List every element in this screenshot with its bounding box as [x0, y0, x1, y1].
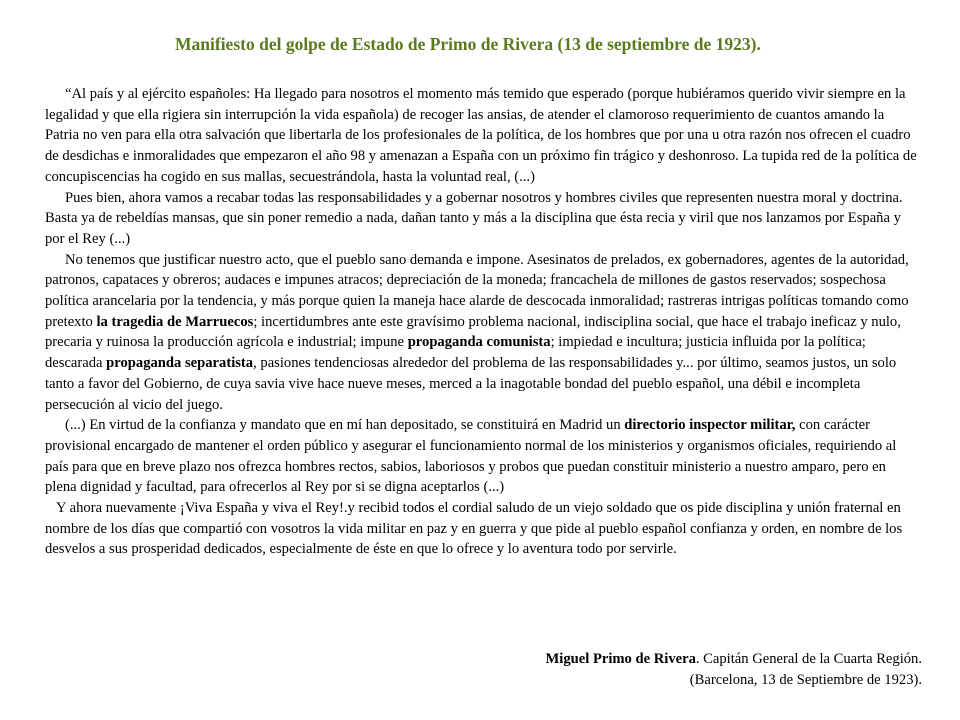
paragraph-4 — [45, 415, 920, 498]
document-title: Manifiesto del golpe de Estado de Primo de Rivera (13 de septiembre de 1923). — [175, 34, 761, 54]
signature-place-date: (Barcelona, 13 de Septiembre de 1923). — [689, 671, 922, 688]
emphasis-directorio-militar: directorio inspector militar, — [624, 417, 796, 434]
signature-line — [546, 649, 922, 670]
paragraph-3-text-d: ; impiedad e incultura; justicia influida por la política; descarada — [45, 334, 866, 372]
paragraph-4-text-c: con carácter provisional encargado de mantener el orden público y asegurar el funcionamiento normal de los ministerios y organismos oficiales, requiriendo al país para que en breve plazo nos ofrezca hombres rectos, sabios, laboriosos y probos que puedan constituir ministerio a nuestro amparo, pero en plena dignidad y facultad, para ofrecerlos al Rey por si se digna aceptarlos (...) — [45, 417, 897, 496]
emphasis-propaganda-comunista: propaganda comunista — [407, 334, 551, 351]
paragraph-2: Pues bien, ahora vamos a recabar todas las responsabilidades y a gobernar nosotros y hombres civiles que representen nuestra moral y doctrina. Basta ya de rebeldías mansas, que sin poner remedio a nada, dañan tanto y más a la disciplina que ésta recia y viril que nos lanzamos por España y por el Rey (...) — [45, 189, 903, 247]
signature-block — [546, 649, 922, 690]
paragraph-3-text-c: ; incertidumbres ante este gravísimo problema nacional, indisciplina social, que hace el trabajo ineficaz y nulo, precaria y ruinosa la producción agrícola e industrial; impune — [45, 313, 901, 351]
paragraph-3 — [45, 250, 920, 416]
signatory-name: Miguel Primo de Rivera — [545, 651, 696, 667]
paragraph-1: “Al país y al ejército españoles: Ha llegado para nosotros el momento más temido que esperado (porque hubiéramos querido vivir siempre en la legalidad y que ella rigiera sin interrupción la vida española) de recoger las ansias, de atender el clamoroso requerimiento de cuantos amando la Patria no ven para ella otra salvación que libertarla de los profesionales de la política, de los hombres que por una u otra razón nos ofrecen el cuadro de desdichas e inmoralidades que empezaron el año 98 y amenazan a España con un próximo fin trágico y deshonroso. La tupida red de la política de concupiscencias ha cogido en sus mallas, secuestrándola, hasta la voluntad real, (...) — [45, 86, 917, 185]
emphasis-propaganda-separatista: propaganda separatista — [106, 355, 254, 372]
manifesto-body — [45, 84, 920, 560]
signatory-role: . Capitán General de la Cuarta Región. — [695, 651, 922, 667]
paragraph-3-text-e: , pasiones tendenciosas alrededor del problema de las responsabilidades y... por último, seamos justos, un solo tanto a favor del Gobierno, de cuya savia vive hace nueve meses, merced a la inagotable bondad del pueblo español, una débil e incompleta persecución al vicio del juego. — [45, 355, 897, 413]
paragraph-5: Y ahora nuevamente ¡Viva España y viva el Rey!.y recibid todos el cordial saludo de un viejo soldado que os pide disciplina y unión fraternal en nombre de los días que compartió con vosotros la vida militar en paz y en guerra y que pide al pueblo español confianza y orden, en nombre de los desvelos a sus prosperidad dedicados, especialmente de éste en que lo ofrece y lo aventura todo por servirle. — [45, 500, 903, 558]
emphasis-tragedia-marruecos: la tragedia de Marruecos — [96, 313, 254, 330]
paragraph-3-text-a: No tenemos que justificar nuestro acto, que el pueblo sano demanda e impone. Asesinatos de prelados, ex gobernadores, agentes de la autoridad, patronos, capataces y obreros; audaces e impunes atracos; depreciación de la moneda; francachela de millones de gastos reservados; sospechosa política arancelaria por la tendencia, y más porque quien la maneja hace alarde de descocada inmoralidad; rastreras intrigas políticas tomando como pretexto — [45, 251, 909, 330]
paragraph-4-text-a: (...) En virtud de la confianza y mandato que en mí han depositado, se constituirá en Madrid un — [65, 417, 625, 434]
